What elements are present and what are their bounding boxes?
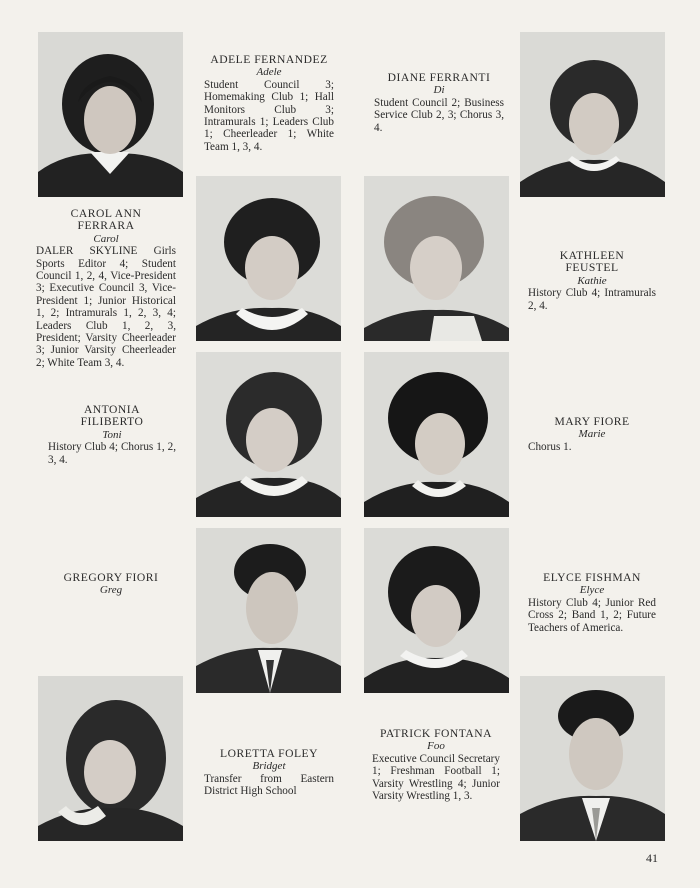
portrait-carol-ferrara [38,32,183,197]
portrait-kathleen-feustel [364,176,509,341]
portrait-gregory-fiori [196,528,341,693]
portrait-elyce-fishman [364,528,509,693]
student-activities: History Club 4; Intramurals 2, 4. [528,287,656,312]
student-name: PATRICK FONTANA [379,727,493,740]
portrait-antonia-filiberto [196,352,341,517]
student-entry [48,404,176,466]
student-nickname: Kathie [577,274,607,287]
student-nickname: Adele [256,66,282,79]
student-name: LORETTA FOLEY [220,747,318,760]
student-activities: DALER SKYLINE Girls Sports Editor 4; Student Council 1, 2, 4, Vice-President 3; Executive Council 3, Vice-President 1; Junior Historical 1, 2; Intramurals 1, 2, 3, 4; Leaders Club 1, 2, 3, President; Varsity Cheerleader 3; Junior Varsity Cheerleader 2; White Team 3, 4. [36,245,176,369]
student-nickname: Marie [578,428,606,441]
student-nickname: Elyce [579,584,605,597]
student-activities: Chorus 1. [528,440,572,453]
portrait-patrick-fontana [520,676,665,841]
portrait-adele-fernandez [196,176,341,341]
student-entry [374,72,504,134]
portrait-mary-fiore [364,352,509,517]
portrait-loretta-foley [38,676,183,841]
student-entry [372,728,500,802]
student-entry [48,572,174,597]
student-name: GREGORY FIORI [63,571,159,584]
student-nickname: Carol [93,232,119,245]
student-name: DIANE FERRANTI [387,71,491,84]
student-nickname: Foo [427,740,445,753]
student-entry [204,54,334,153]
student-activities: Transfer from Eastern District High School [204,772,334,798]
page-number: 41 [646,851,658,865]
student-activities: History Club 4; Chorus 1, 2, 3, 4. [48,441,176,466]
student-nickname: Bridget [252,760,286,773]
student-activities: Student Council 3; Homemaking Club 1; Hall Monitors Club 3; Intramurals 1; Leaders Club 1; Cheerleader 1; White Team 1, 3, 4. [204,78,334,153]
student-activities: Executive Council Secretary 1; Freshman Football 1; Varsity Wrestling 4; Junior Varsity Wrestling 1, 3. [372,752,500,803]
portrait-diane-ferranti [520,32,665,197]
student-nickname: Greg [99,584,123,597]
student-entry [528,416,656,453]
student-name: ANTONIA FILIBERTO [80,403,144,429]
student-name: ADELE FERNANDEZ [210,53,328,66]
student-name: MARY FIORE [554,415,630,428]
student-activities: Student Council 2; Business Service Club 2, 3; Chorus 3, 4. [374,96,504,134]
student-activities: History Club 4; Junior Red Cross 2; Band 1, 2; Future Teachers of America. [528,596,656,634]
student-entry [204,748,334,798]
student-name: CAROL ANN FERRARA [70,207,142,233]
student-nickname: Di [433,84,445,97]
student-entry [528,250,656,312]
student-name: KATHLEEN FEUSTEL [559,249,625,275]
student-entry [36,208,176,369]
student-nickname: Toni [102,428,122,441]
student-entry [528,572,656,634]
student-name: ELYCE FISHMAN [543,571,641,584]
